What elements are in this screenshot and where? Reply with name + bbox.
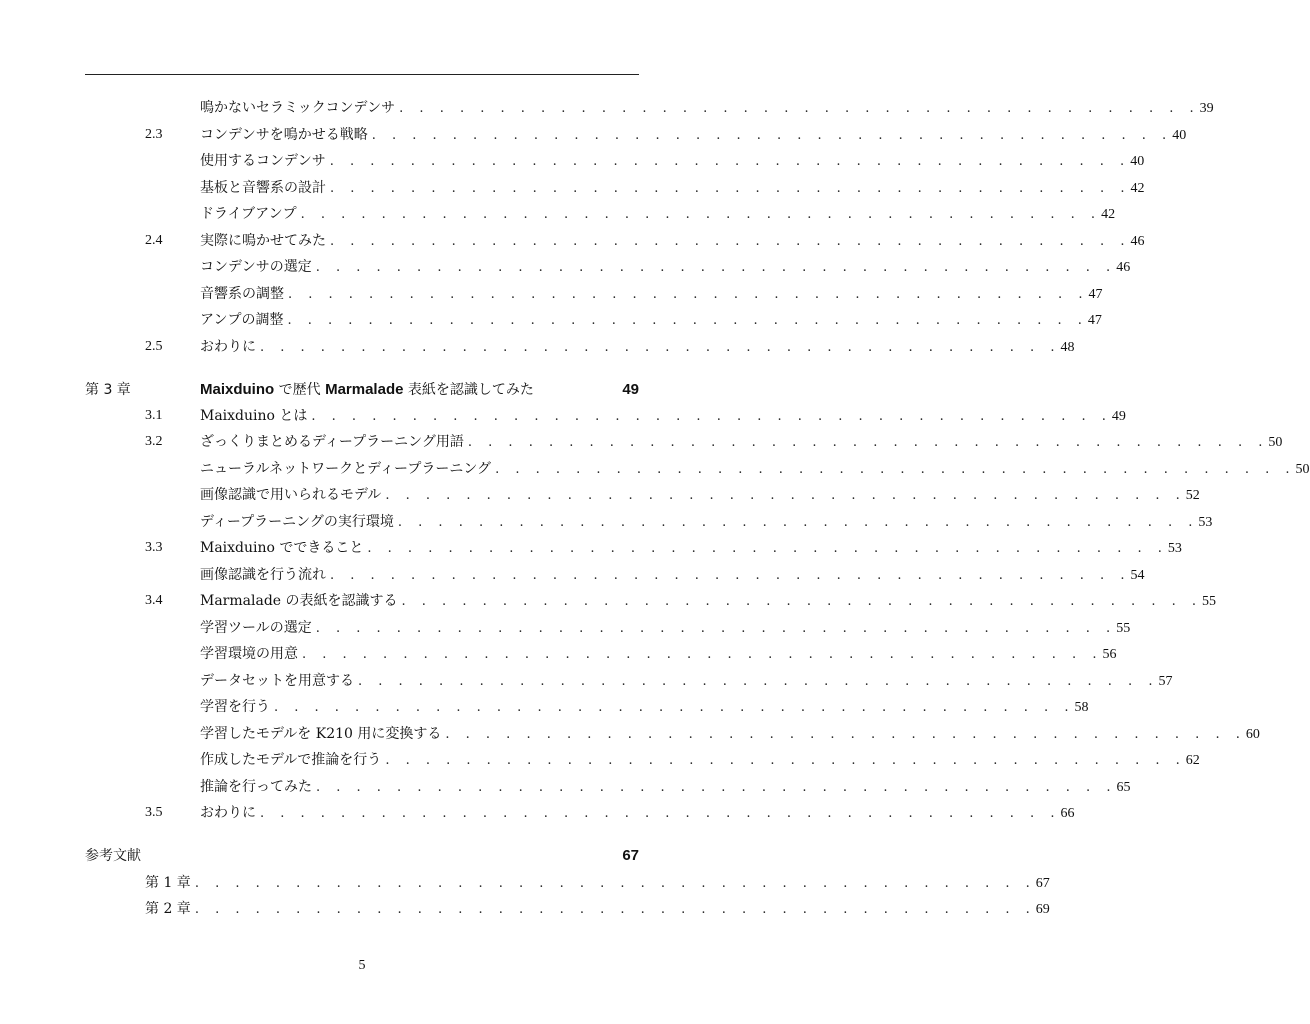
leader-dots: . . . . . . . . . . . . . . . . . . . . . . . . . . . . . . . . . . . . . . . .	[260, 340, 1061, 355]
toc-entry[interactable]	[0, 458, 1310, 480]
toc-entry-page: 47	[1087, 313, 1102, 328]
toc-entry-number: 2.3	[145, 127, 163, 142]
toc-entry[interactable]	[0, 336, 1075, 358]
toc-entry-number: 3.5	[145, 805, 163, 820]
toc-entry-title: 学習環境の用意	[200, 646, 298, 662]
toc-entry[interactable]	[0, 405, 1126, 427]
toc-entry[interactable]	[0, 537, 1182, 559]
toc-entry-page: 65	[1116, 780, 1131, 795]
toc-entry-title: 第 2 章	[145, 901, 191, 917]
toc-entry[interactable]	[0, 590, 1216, 612]
leader-dots: . . . . . . . . . . . . . . . . . . . . . . . . . . . . . . . . . . . . . . . .	[399, 101, 1200, 116]
toc-entry-title: ニューラルネットワークとディープラーニング	[200, 461, 492, 477]
toc-entry[interactable]	[0, 97, 1214, 119]
toc-references[interactable]	[0, 844, 724, 868]
toc-entry-title: 鳴かないセラミックコンデンサ	[200, 100, 396, 116]
toc-entry-title: データセットを用意する	[200, 673, 354, 689]
leader-dots: . . . . . . . . . . . . . . . . . . . . . . . . . . . . . . . . . . . . . . . .	[260, 806, 1061, 821]
toc-entry-title: おわりに	[200, 339, 256, 355]
toc-entry-number: 3.1	[145, 408, 163, 423]
toc-entry-title: 使用するコンデンサ	[200, 153, 326, 169]
toc-entry-title: 実際に鳴かせてみた	[200, 233, 326, 249]
toc-entry-page: 49	[1111, 409, 1126, 424]
leader-dots: . . . . . . . . . . . . . . . . . . . . . . . . . . . . . . . . . . . . . . . .	[274, 700, 1075, 715]
references-page: 67	[622, 847, 639, 864]
toc-entry-title: 音響系の調整	[200, 286, 284, 302]
toc-entry-page: 48	[1060, 340, 1075, 355]
toc-entry-page: 69	[1035, 902, 1050, 917]
toc-entry[interactable]	[0, 643, 1117, 665]
leader-dots: . . . . . . . . . . . . . . . . . . . . . . . . . . . . . . . . . . . . . . . .	[311, 409, 1112, 424]
toc-entry-page: 57	[1158, 674, 1173, 689]
toc-entry[interactable]	[0, 723, 1260, 745]
toc-entry-title: 画像認識を行う流れ	[200, 567, 326, 583]
toc-entry-page: 50	[1295, 462, 1310, 477]
page-number: 5	[358, 958, 366, 973]
toc-entry-page: 60	[1245, 727, 1260, 742]
toc-entry-title: 画像認識で用いられるモデル	[200, 487, 382, 503]
toc-entry-page: 67	[1035, 876, 1050, 891]
toc-entry-page: 40	[1130, 154, 1145, 169]
chapter-label: 第 3 章	[85, 382, 131, 398]
toc-entry-number: 3.4	[145, 593, 163, 608]
toc-entry[interactable]	[0, 203, 1116, 225]
toc-entry-page: 42	[1130, 181, 1145, 196]
toc-entry-page: 54	[1130, 568, 1145, 583]
toc-entry-page: 66	[1060, 806, 1075, 821]
leader-dots: . . . . . . . . . . . . . . . . . . . . . . . . . . . . . . . . . . . . . . . . . .	[194, 876, 1036, 891]
toc-entry-title: ドライブアンプ	[200, 206, 297, 222]
toc-entry-number: 3.3	[145, 540, 163, 555]
leader-dots: . . . . . . . . . . . . . . . . . . . . . . . . . . . . . . . . . . . . . . . .	[467, 435, 1269, 450]
leader-dots: . . . . . . . . . . . . . . . . . . . . . . . . . . . . . . . . . . . . . . . .	[287, 313, 1088, 328]
leader-dots: . . . . . . . . . . . . . . . . . . . . . . . . . . . . . . . . . . . . . . . .	[330, 181, 1131, 196]
leader-dots: . . . . . . . . . . . . . . . . . . . . . . . . . . . . . . . . . . . . . . . .	[330, 234, 1131, 249]
leader-dots: . . . . . . . . . . . . . . . . . . . . . . . . . . . . . . . . . . . . . . . .	[315, 260, 1117, 275]
leader-dots: . . . . . . . . . . . . . . . . . . . . . . . . . . . . . . . . . . . . . . . .	[385, 753, 1186, 768]
toc-entry[interactable]	[0, 749, 1200, 771]
leader-dots: . . . . . . . . . . . . . . . . . . . . . . . . . . . . . . . . . . . . . . . .	[330, 568, 1131, 583]
leader-dots: . . . . . . . . . . . . . . . . . . . . . . . . . . . . . . . . . . . . . . . .	[316, 780, 1117, 795]
toc-entry-title: コンデンサを鳴かせる戦略	[200, 127, 368, 143]
chapter-title-part: 表紙を認識してみた	[403, 382, 534, 398]
toc-entry[interactable]	[0, 802, 1075, 824]
toc-entry-number: 2.4	[145, 233, 163, 248]
toc-entry-title: おわりに	[200, 805, 256, 821]
toc-entry[interactable]	[0, 177, 1145, 199]
toc-entry[interactable]	[0, 283, 1103, 305]
leader-dots: . . . . . . . . . . . . . . . . . . . . . . . . . . . . . . . . . . . . . . . .	[495, 462, 1296, 477]
toc-entry-page: 55	[1202, 594, 1216, 609]
toc-entry[interactable]	[0, 230, 1145, 252]
leader-dots: . . . . . . . . . . . . . . . . . . . . . . . . . . . . . . . . . . . . . . . .	[358, 674, 1159, 689]
toc-entry[interactable]	[0, 150, 1145, 172]
chapter-title	[200, 378, 534, 402]
toc-entry-title: 推論を行ってみた	[200, 779, 312, 795]
toc-entry-title: 学習したモデルを K210 用に変換する	[200, 726, 442, 742]
leader-dots: . . . . . . . . . . . . . . . . . . . . . . . . . . . . . . . . . . . . . . . .	[385, 488, 1186, 503]
toc-entry-title: 学習ツールの選定	[200, 620, 312, 636]
toc-entry-page: 47	[1088, 287, 1103, 302]
toc-entry-page: 42	[1101, 207, 1116, 222]
leader-dots: . . . . . . . . . . . . . . . . . . . . . . . . . . . . . . . . . . . . . . . .	[397, 515, 1199, 530]
toc-entry-page: 56	[1102, 647, 1117, 662]
header-rule	[85, 74, 639, 75]
toc-entry-title: コンデンサの選定	[200, 259, 312, 275]
leader-dots: . . . . . . . . . . . . . . . . . . . . . . . . . . . . . . . . . . . . . . . .	[401, 594, 1202, 609]
toc-entry-title: ざっくりまとめるディープラーニング用語	[200, 434, 464, 450]
toc-entry-page: 39	[1199, 101, 1214, 116]
toc-entry-title: 作成したモデルで推論を行う	[200, 752, 382, 768]
chapter-title-part: Marmalade	[325, 381, 404, 398]
chapter-title-part: Maixduino	[200, 381, 275, 398]
toc-entry-number: 2.5	[145, 339, 163, 354]
toc-entry-page: 62	[1185, 753, 1200, 768]
toc-entry-page: 50	[1268, 435, 1283, 450]
toc-entry-title: アンプの調整	[200, 312, 284, 328]
leader-dots: . . . . . . . . . . . . . . . . . . . . . . . . . . . . . . . . . . . . . . . .	[300, 207, 1102, 222]
toc-entry-title: Marmalade の表紙を認識する	[200, 593, 398, 609]
toc-entry[interactable]	[0, 431, 1283, 453]
leader-dots: . . . . . . . . . . . . . . . . . . . . . . . . . . . . . . . . . . . . . . . .	[329, 154, 1131, 169]
toc-entry-page: 52	[1185, 488, 1200, 503]
toc-entry[interactable]	[0, 511, 1213, 533]
toc-entry[interactable]	[0, 124, 1187, 146]
toc-entry[interactable]	[0, 776, 1131, 798]
toc-entry-page: 55	[1116, 621, 1131, 636]
leader-dots: . . . . . . . . . . . . . . . . . . . . . . . . . . . . . . . . . . . . . . . .	[302, 647, 1103, 662]
toc-entry-title: 学習を行う	[200, 699, 270, 715]
toc-entry[interactable]	[0, 256, 1131, 278]
leader-dots: . . . . . . . . . . . . . . . . . . . . . . . . . . . . . . . . . . . . . . . .	[315, 621, 1117, 636]
toc-entry[interactable]	[0, 898, 1050, 920]
toc-entry-number: 3.2	[145, 434, 163, 449]
toc-entry[interactable]	[0, 484, 1200, 506]
toc-entry-page: 46	[1116, 260, 1131, 275]
toc-entry[interactable]	[0, 564, 1145, 586]
leader-dots: . . . . . . . . . . . . . . . . . . . . . . . . . . . . . . . . . . . . . . . . . .	[194, 902, 1036, 917]
toc-entry-title: Maixduino とは	[200, 408, 308, 424]
toc-entry[interactable]	[0, 617, 1131, 639]
toc-entry[interactable]	[0, 670, 1173, 692]
toc-entry-title: 基板と音響系の設計	[200, 180, 326, 196]
toc-entry-title: Maixduino でできること	[200, 540, 364, 556]
toc-entry-page: 46	[1130, 234, 1145, 249]
toc-entry-page: 53	[1198, 515, 1213, 530]
leader-dots: . . . . . . . . . . . . . . . . . . . . . . . . . . . . . . . . . . . . . . . .	[288, 287, 1089, 302]
toc-entry[interactable]	[0, 696, 1089, 718]
toc-chapter-3[interactable]	[0, 378, 724, 402]
toc-entry-page: 40	[1172, 128, 1187, 143]
references-label: 参考文献	[85, 848, 141, 864]
toc-entry[interactable]	[0, 872, 1050, 894]
chapter-title-part: で歴代	[274, 382, 326, 398]
leader-dots: . . . . . . . . . . . . . . . . . . . . . . . . . . . . . . . . . . . . . . . .	[445, 727, 1246, 742]
toc-entry-title: ディープラーニングの実行環境	[200, 514, 394, 530]
leader-dots: . . . . . . . . . . . . . . . . . . . . . . . . . . . . . . . . . . . . . . . .	[367, 541, 1168, 556]
toc-entry-page: 58	[1074, 700, 1089, 715]
toc-entry-page: 53	[1167, 541, 1182, 556]
leader-dots: . . . . . . . . . . . . . . . . . . . . . . . . . . . . . . . . . . . . . . . .	[371, 128, 1173, 143]
toc-entry-title: 第 1 章	[145, 875, 191, 891]
chapter-page: 49	[622, 381, 639, 398]
toc-entry[interactable]	[0, 309, 1102, 331]
